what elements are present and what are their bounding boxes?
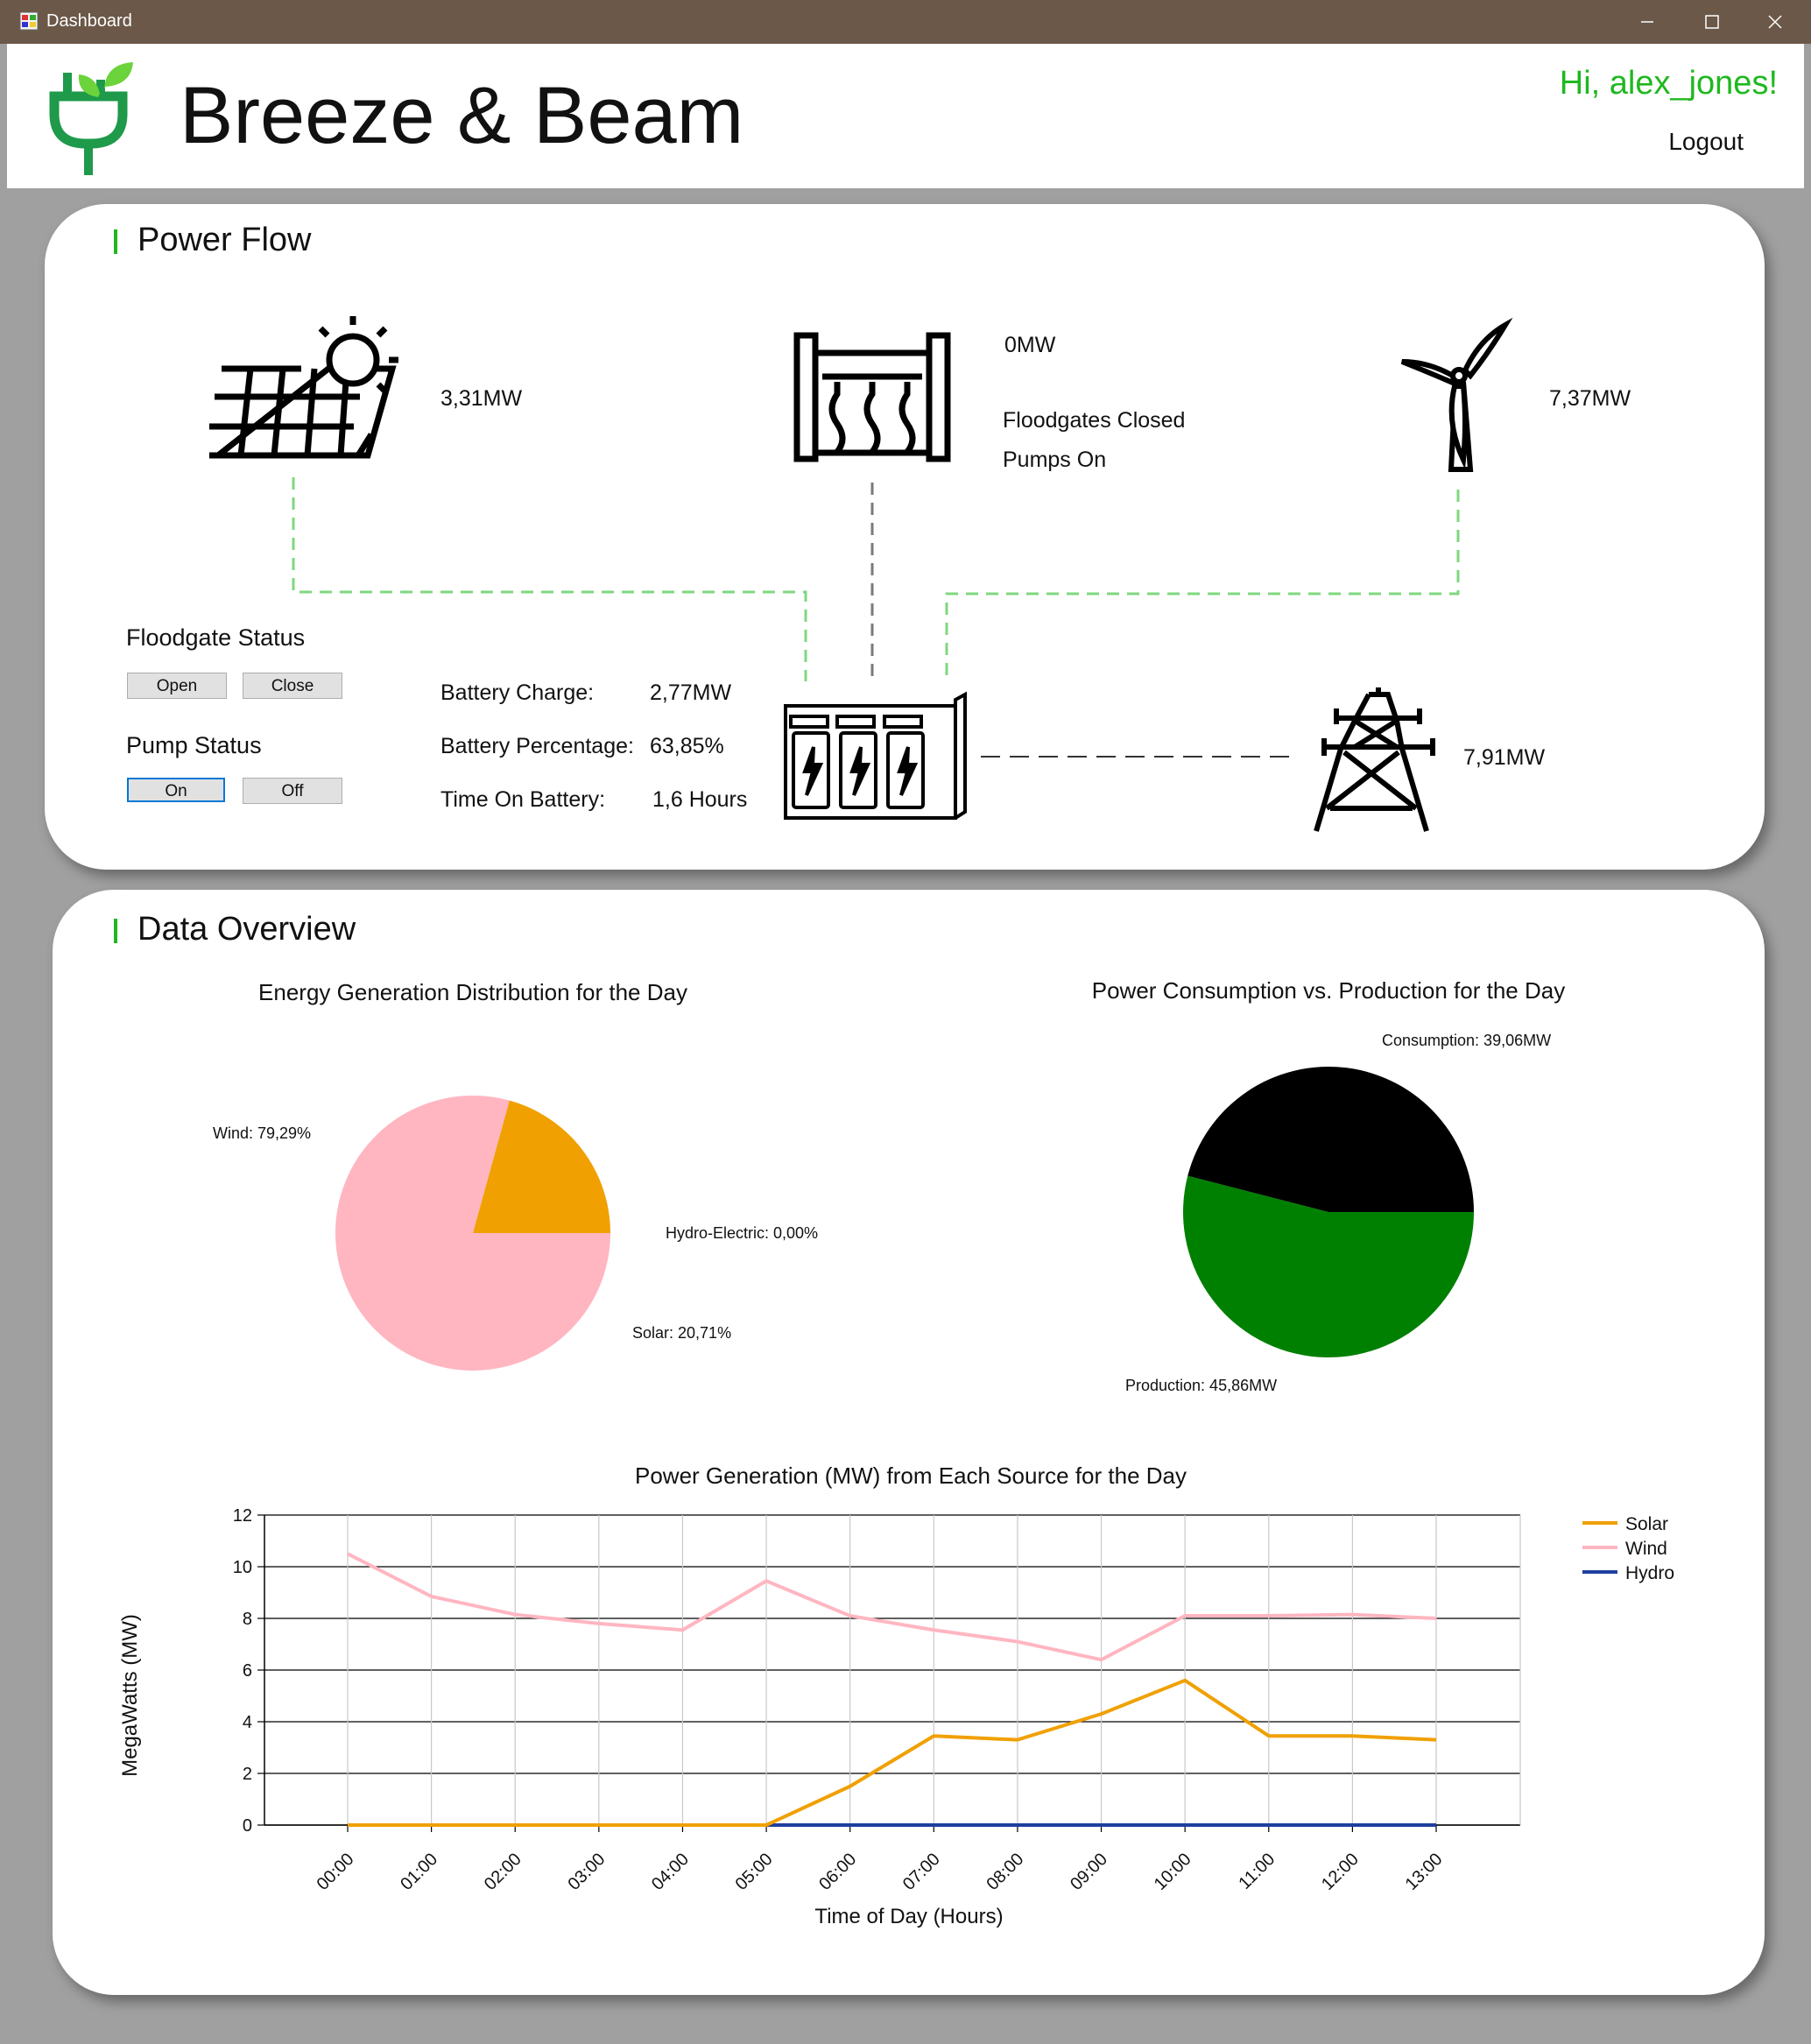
grid-output: 7,91MW [1463,745,1546,770]
y-tick-label: 0 [242,1816,252,1836]
x-tick-label: 11:00 [1235,1849,1279,1893]
x-tick-label: 05:00 [731,1849,777,1894]
plug-leaf-logo-icon [42,59,147,180]
time-on-battery-label: Time On Battery: [440,787,606,812]
battery-percentage-label: Battery Percentage: [440,734,634,758]
floodgate-open-button[interactable]: Open [127,673,227,699]
maximize-button[interactable] [1681,0,1743,44]
battery-icon [786,694,965,818]
close-icon [1744,0,1806,44]
x-tick-label: 13:00 [1401,1849,1447,1894]
solar-panel-icon [209,316,398,455]
battery-percentage-value: 63,85% [650,734,724,758]
transmission-tower-icon [1316,687,1433,831]
battery-charge-value: 2,77MW [650,680,732,705]
hydro-slice-label: Hydro-Electric: 0,00% [666,1224,819,1242]
pump-state: Pumps On [1003,448,1107,472]
wind-slice-label: Wind: 79,29% [213,1124,312,1142]
wind-turbine-icon [1402,325,1505,469]
close-window-button[interactable] [1744,0,1806,44]
time-on-battery-value: 1,6 Hours [652,787,748,812]
x-tick-label: 08:00 [983,1849,1028,1894]
brand-name: Breeze & Beam [180,71,744,160]
y-tick-label: 8 [242,1610,252,1629]
y-tick-label: 2 [242,1765,252,1784]
app-icon [19,11,39,31]
hydro-output: 0MW [1004,333,1056,357]
minimize-icon [1617,0,1678,44]
x-tick-label: 00:00 [313,1849,358,1894]
solar-series-line [348,1681,1436,1825]
floodgate-status-label: Floodgate Status [126,624,306,651]
production-slice-label: Production: 45,86MW [1125,1377,1278,1394]
floodgate-state: Floodgates Closed [1003,408,1186,433]
x-tick-label: 04:00 [648,1849,693,1894]
data-overview-panel [53,890,1765,1995]
pump-on-button[interactable]: On [127,778,225,802]
user-greeting: Hi, alex_jones! [1559,65,1778,102]
x-axis-label: Time of Day (Hours) [814,1905,1004,1928]
minimize-button[interactable] [1617,0,1678,44]
wind-output: 7,37MW [1549,386,1631,411]
x-tick-label: 01:00 [397,1849,442,1894]
consumption-pie-title: Power Consumption vs. Production for the Day [1091,977,1566,1004]
y-tick-label: 4 [242,1713,252,1732]
line-chart-title: Power Generation (MW) from Each Source for the Day [634,1463,1187,1489]
generation-pie-title: Energy Generation Distribution for the Day [258,979,687,1005]
hydro-dam-icon [797,335,948,459]
app-header [7,44,1804,188]
floodgate-close-button[interactable]: Close [243,673,342,699]
x-tick-label: 12:00 [1317,1849,1363,1894]
data-overview-title: Data Overview [137,911,356,948]
y-tick-label: 10 [232,1558,252,1577]
window-titlebar [0,0,1811,44]
y-tick-label: 12 [232,1506,252,1526]
window-title: Dashboard [46,11,132,31]
x-tick-label: 06:00 [815,1849,861,1894]
x-tick-label: 10:00 [1150,1849,1195,1894]
wind-connection-line [947,490,1458,681]
power-flow-panel [45,204,1765,870]
battery-charge-label: Battery Charge: [440,680,595,705]
solar-legend-label: Solar [1625,1514,1669,1534]
solar-slice-label: Solar: 20,71% [632,1324,732,1342]
hydro-legend-label: Hydro [1625,1563,1675,1583]
wind-legend-label: Wind [1625,1539,1667,1559]
wind-series-line [348,1554,1436,1660]
x-tick-label: 07:00 [898,1849,944,1894]
pump-status-label: Pump Status [126,732,262,758]
data-overview-charts [53,890,1765,1995]
maximize-icon [1681,0,1743,44]
consumption-slice-label: Consumption: 39,06MW [1382,1032,1552,1049]
logout-link[interactable]: Logout [1668,128,1744,155]
x-tick-label: 03:00 [564,1849,610,1894]
power-flow-title: Power Flow [137,222,312,258]
solar-connection-line [293,477,806,681]
solar-output: 3,31MW [440,386,523,411]
y-tick-label: 6 [242,1661,252,1681]
y-axis-label: MegaWatts (MW) [118,1614,142,1777]
pump-off-button[interactable]: Off [243,778,342,804]
x-tick-label: 02:00 [480,1849,525,1894]
x-tick-label: 09:00 [1067,1849,1112,1894]
